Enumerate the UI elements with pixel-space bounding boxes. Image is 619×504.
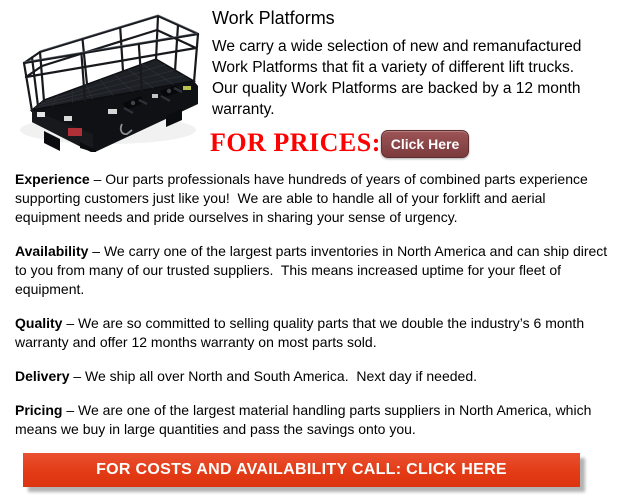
- footer-cta-banner[interactable]: [23, 453, 580, 487]
- section-pricing: [15, 401, 611, 439]
- section-experience: [15, 170, 611, 227]
- page-title: Work Platforms: [212, 8, 335, 28]
- section-quality-text: – We are so committed to selling quality parts that we double the industry’s 6 month warranty and offer 12 months warranty on most parts sold.: [15, 315, 589, 350]
- section-delivery: [15, 367, 611, 386]
- section-availability-text: – We carry one of the largest parts inventories in North America and can ship direct to you from many of our trusted suppliers. This means increased uptime for your fleet of equipment.: [15, 243, 612, 297]
- footer-cta-label: FOR COSTS AND AVAILABILITY CALL: CLICK HERE: [96, 461, 507, 478]
- work-platform-illustration: [8, 4, 206, 152]
- section-quality-title: Quality: [15, 315, 63, 331]
- feature-sections: [15, 170, 611, 454]
- for-prices-label: FOR PRICES:: [210, 128, 381, 157]
- section-availability: [15, 242, 611, 299]
- work-platform-photo: [8, 4, 206, 152]
- section-delivery-text: – We ship all over North and South America. Next day if needed.: [69, 368, 478, 384]
- intro-paragraph: We carry a wide selection of new and remanufactured Work Platforms that fit a variety of different lift trucks. Our quality Work Platforms are backed by a 12 month warranty.: [212, 38, 586, 118]
- section-pricing-title: Pricing: [15, 402, 63, 418]
- section-experience-text: – Our parts professionals have hundreds of years of combined parts experience supporting customers just like you! We are able to handle all of your forklift and aerial equipment needs and pride ourselves in sharing your sense of urgency.: [15, 171, 592, 225]
- section-pricing-text: – We are one of the largest material handling parts suppliers in North America, which means we buy in large quantities and pass the savings onto you.: [15, 402, 596, 437]
- section-availability-title: Availability: [15, 243, 89, 259]
- click-here-button[interactable]: Click Here: [381, 130, 469, 158]
- section-quality: [15, 314, 611, 352]
- section-experience-title: Experience: [15, 171, 90, 187]
- section-delivery-title: Delivery: [15, 368, 70, 384]
